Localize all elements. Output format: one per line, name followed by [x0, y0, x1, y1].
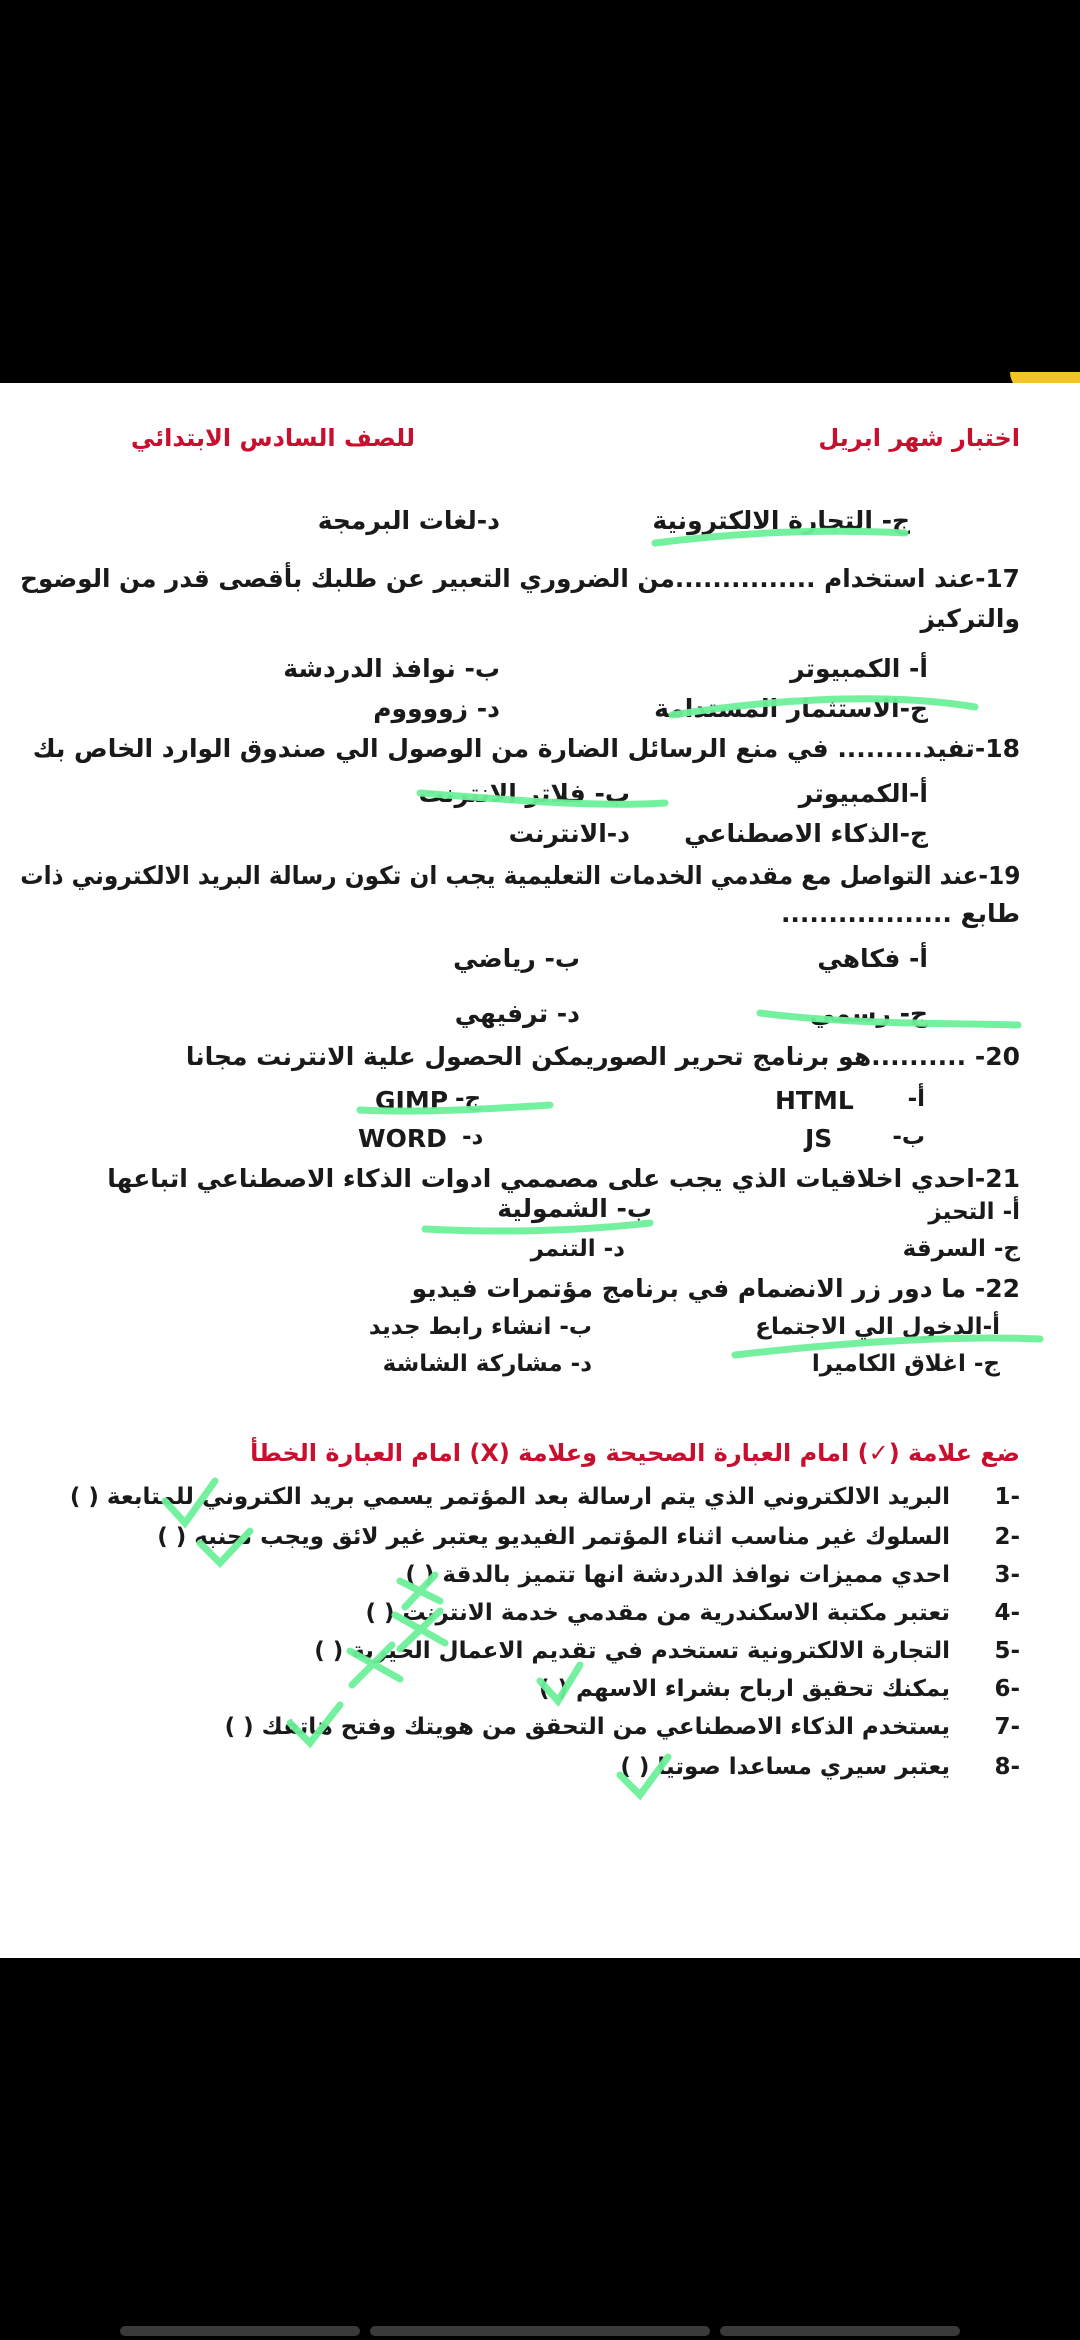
tf-item-number: -6: [994, 1676, 1020, 1702]
q17-option-b: ب- نوافذ الدردشة: [283, 654, 500, 683]
exam-sheet: [0, 383, 1080, 1958]
q22-option-a: أ-الدخول الي الاجتماع: [755, 1314, 1000, 1340]
q21-option-d: د- التنمر: [530, 1236, 625, 1262]
q18-option-d: د-الانترنت: [508, 819, 630, 848]
q20-option-d-letter: د-: [462, 1124, 484, 1150]
tf-item-number: -5: [994, 1638, 1020, 1664]
q17-question-cont: والتركيز: [920, 604, 1020, 633]
q20-option-a-letter: أ-: [907, 1086, 925, 1112]
q22-option-c: ج- اغلاق الكاميرا: [811, 1351, 1000, 1377]
q20-option-d: WORD: [358, 1124, 447, 1153]
tf-item-text: احدي مميزات نوافذ الدردشة انها تتميز بالدقة ( ): [405, 1562, 950, 1588]
q18-option-b: ب- فلاتر الانترنت: [418, 779, 630, 808]
q21-option-b: ب- الشمولية: [497, 1194, 652, 1223]
q19-option-b: ب- رياضي: [453, 944, 580, 973]
bottom-bar-segment: [370, 2326, 710, 2336]
tf-item-number: -7: [994, 1714, 1020, 1740]
q21-option-c: ج- السرقة: [902, 1236, 1020, 1262]
q16-option-d: د-لغات البرمجة: [317, 506, 500, 535]
q19-question-cont: طابع ..................: [780, 899, 1020, 928]
tf-item-text: تعتبر مكتبة الاسكندرية من مقدمي خدمة الانترنت ( ): [365, 1600, 950, 1626]
tf-item-text: التجارة الالكترونية تستخدم في تقديم الاعمال الخيرية ( ): [314, 1638, 950, 1664]
tf-item-text: يستخدم الذكاء الاصطناعي من التحقق من هويتك وفتح هاتفك ( ): [224, 1714, 950, 1740]
q22-question: 22- ما دور زر الانضمام في برنامج مؤتمرات فيديو: [411, 1274, 1020, 1303]
tf-item-number: -1: [994, 1484, 1020, 1510]
q17-question: 17-عند استخدام ...............من الضروري التعبير عن طلبك بأقصى قدر من الوضوح: [20, 564, 1020, 593]
exam-title: اختبار شهر ابريل: [818, 424, 1020, 452]
q17-option-d: د- زووووم: [373, 694, 500, 723]
q20-option-c-letter: ج-: [455, 1086, 482, 1112]
tf-item-number: -4: [994, 1600, 1020, 1626]
q22-option-d: د- مشاركة الشاشة: [382, 1351, 592, 1377]
q18-question: 18-تفيد......... في منع الرسائل الضارة من الوصول الي صندوق الوارد الخاص بك: [32, 734, 1020, 763]
q18-option-c: ج-الذكاء الاصطناعي: [684, 819, 928, 848]
tf-item-text: السلوك غير مناسب اثناء المؤتمر الفيديو يعتبر غير لائق ويجب تجنبه ( ): [157, 1524, 950, 1550]
q16-option-c: ج- التجارة الالكترونية: [652, 506, 910, 535]
tf-item-number: -3: [994, 1562, 1020, 1588]
q19-question: 19-عند التواصل مع مقدمي الخدمات التعليمية يجب ان تكون رسالة البريد الالكتروني ذات: [19, 861, 1020, 890]
bottom-bar-segment: [720, 2326, 960, 2336]
q20-option-b: JS: [805, 1124, 833, 1153]
q19-option-d: د- ترفيهي: [454, 999, 580, 1028]
q21-option-a: أ- التحيز: [928, 1199, 1020, 1225]
q18-option-a: أ-الكمبيوتر: [798, 779, 928, 808]
bottom-bar-segment: [120, 2326, 360, 2336]
q20-question: 20- ..........هو برنامج تحرير الصوريمكن الحصول علية الانترنت مجانا: [185, 1042, 1020, 1071]
tf-item-number: -8: [994, 1754, 1020, 1780]
q17-option-c: ج-الاستثمار المستدامة: [654, 694, 928, 723]
q20-option-a: HTML: [775, 1086, 854, 1115]
tf-item-number: -2: [994, 1524, 1020, 1550]
q20-option-b-letter: ب-: [892, 1124, 925, 1150]
tf-item-text: يمكنك تحقيق ارباح بشراء الاسهم ( ): [538, 1676, 950, 1702]
tf-item-text: يعتبر سيري مساعدا صوتيا ( ): [620, 1754, 950, 1780]
q21-question: 21-احدي اخلاقيات الذي يجب على مصممي ادوات الذكاء الاصطناعي اتباعها: [107, 1164, 1020, 1193]
q17-option-a: أ- الكمبيوتر: [790, 654, 928, 683]
grade-label: للصف السادس الابتدائي: [130, 424, 415, 452]
q20-option-c: GIMP: [375, 1086, 449, 1115]
tf-instruction: ضع علامة (✓) امام العبارة الصحيحة وعلامة (X) امام العبارة الخطأ: [250, 1439, 1020, 1467]
q19-option-a: أ- فكاهي: [817, 944, 928, 973]
q22-option-b: ب- انشاء رابط جديد: [368, 1314, 592, 1340]
q19-option-c: ج- رسمي: [809, 999, 928, 1028]
tf-item-text: البريد الالكتروني الذي يتم ارسالة بعد المؤتمر يسمي بريد الكتروني للمتابعة ( ): [69, 1484, 950, 1510]
